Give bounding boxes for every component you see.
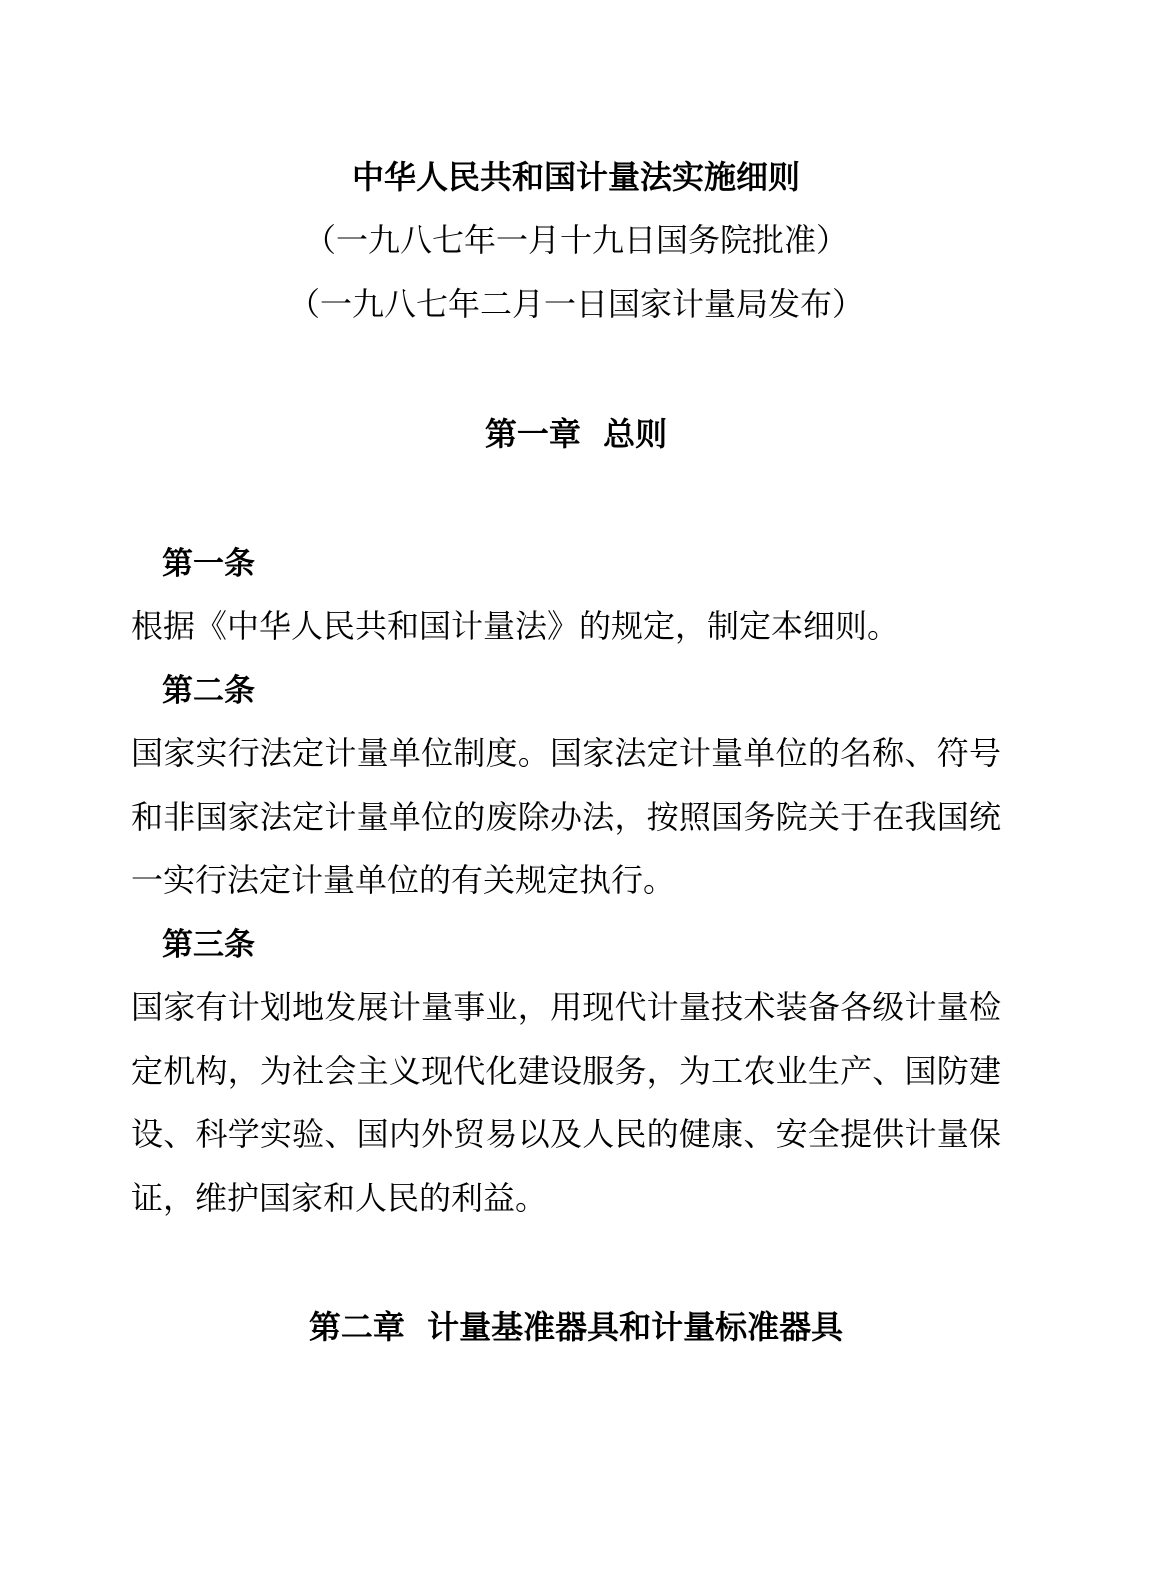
- chapter-heading: 第一章 总则: [484, 415, 668, 453]
- article-heading: 第三条: [162, 927, 255, 963]
- approval-line: （一九八七年一月十九日国务院批准）: [303, 221, 848, 259]
- publish-line: （一九八七年二月一日国家计量局发布）: [287, 285, 864, 323]
- article-text: 根据《中华人民共和国计量法》的规定，制定本细则。: [131, 607, 900, 645]
- article-text: 国家有计划地发展计量事业，用现代计量技术装备各级计量检定机构，为社会主义现代化建设服务，为工农业生产、国防建设、科学实验、国内外贸易以及人民的健康、安全提供计量保证，维护国家和人民的利益。: [131, 988, 1001, 1217]
- document-title: 中华人民共和国计量法实施细则: [351, 158, 800, 196]
- article-heading: 第一条: [162, 546, 255, 582]
- article-text: 国家实行法定计量单位制度。国家法定计量单位的名称、符号和非国家法定计量单位的废除办法，按照国务院关于在我国统一实行法定计量单位的有关规定执行。: [131, 734, 1001, 899]
- chapter-heading: 第二章 计量基准器具和计量标准器具: [308, 1308, 844, 1346]
- article-heading: 第二条: [162, 673, 255, 709]
